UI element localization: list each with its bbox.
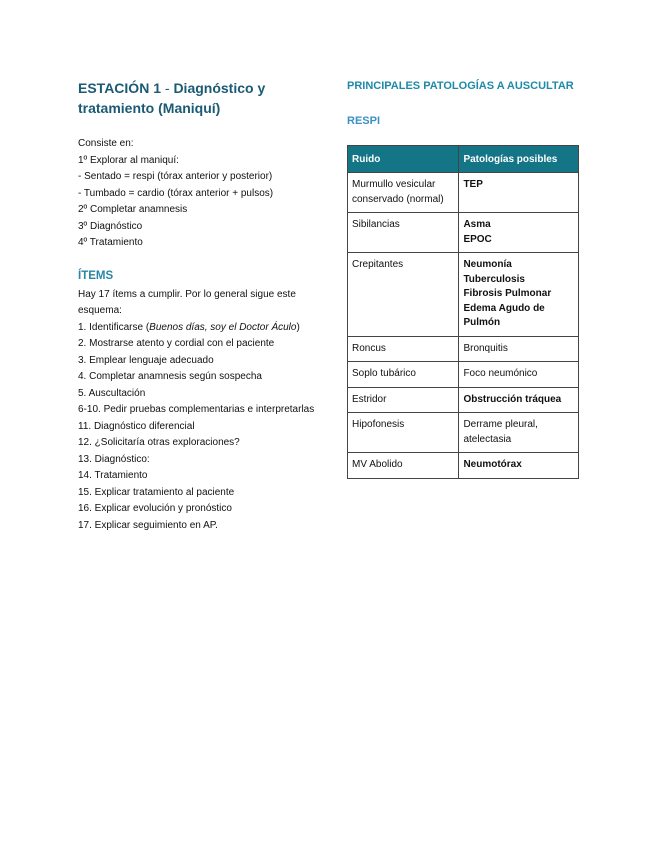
pathology-entry: Fibrosis Pulmonar <box>463 288 552 299</box>
item-1-suffix: ) <box>296 321 300 333</box>
patologias-cell <box>459 253 579 337</box>
ruido-cell: Roncus <box>348 336 459 362</box>
list-item: 17. Explicar seguimiento en AP. <box>78 519 218 531</box>
right-column <box>347 78 579 479</box>
pathology-entry: Tuberculosis <box>463 273 525 285</box>
intro-block <box>78 136 318 252</box>
intro-line: Consiste en: <box>78 138 134 149</box>
patologias-cell <box>459 336 579 362</box>
items-intro: Hay 17 ítems a cumplir. Por lo general sigue este esquema: <box>78 288 296 316</box>
respi-subtitle: RESPI <box>347 115 381 127</box>
intro-line: - Sentado = respi (tórax anterior y posterior) <box>78 171 273 182</box>
station-title-main: ESTACIÓN 1 <box>78 80 161 96</box>
table-row <box>348 253 579 337</box>
item-1-prefix: 1. Identificarse ( <box>78 321 150 333</box>
patologias-cell <box>459 387 579 413</box>
patologias-cell <box>459 173 579 213</box>
station-title-rest: Diagnóstico y tratamiento (Maniquí) <box>78 80 266 116</box>
table-row <box>348 213 579 253</box>
ruido-cell: Hipofonesis <box>348 413 459 453</box>
header-ruido: Ruido <box>348 146 459 173</box>
pathology-entry: Neumotórax <box>463 459 522 470</box>
intro-line: - Tumbado = cardio (tórax anterior + pulsos) <box>78 187 274 199</box>
list-item: 16. Explicar evolución y pronóstico <box>78 503 232 514</box>
ruido-cell: Estridor <box>348 387 459 413</box>
list-item: 3. Emplear lenguaje adecuado <box>78 354 214 366</box>
header-patologias: Patologías posibles <box>459 146 579 173</box>
patologias-cell <box>459 453 579 479</box>
table-row <box>348 362 579 388</box>
pathologies-table <box>347 145 579 479</box>
list-item: 15. Explicar tratamiento al paciente <box>78 486 235 498</box>
intro-line: 3º Diagnóstico <box>78 220 143 232</box>
pathologies-title: PRINCIPALES PATOLOGÍAS A AUSCULTAR <box>347 80 574 92</box>
station-title <box>78 78 318 118</box>
table-row <box>348 173 579 213</box>
ruido-cell: Soplo tubárico <box>348 362 459 388</box>
list-item: 2. Mostrarse atento y cordial con el paciente <box>78 338 275 349</box>
list-item: 5. Auscultación <box>78 387 146 399</box>
intro-line: 1º Explorar al maniquí: <box>78 154 179 166</box>
ruido-cell: MV Abolido <box>348 453 459 479</box>
table-header-row <box>348 146 579 173</box>
ruido-cell: Crepitantes <box>348 253 459 337</box>
list-item: 4. Completar anamnesis según sospecha <box>78 371 262 382</box>
patologias-cell <box>459 362 579 388</box>
table-row <box>348 453 579 479</box>
pathology-entry: Derrame pleural, atelectasia <box>463 419 538 445</box>
item-1-greeting: Buenos días, soy el Doctor Áculo <box>149 321 297 333</box>
table-row <box>348 336 579 362</box>
pathology-entry: Bronquitis <box>463 342 508 354</box>
patologias-cell <box>459 413 579 453</box>
pathology-entry: Neumonía <box>463 259 512 270</box>
ruido-cell: Sibilancias <box>348 213 459 253</box>
list-item: 12. ¿Solicitaría otras exploraciones? <box>78 437 240 448</box>
table-row <box>348 387 579 413</box>
table-row <box>348 413 579 453</box>
pathology-entry: Asma <box>463 219 491 230</box>
list-item: 6-10. Pedir pruebas complementarias e interpretarlas <box>78 404 315 415</box>
intro-line: 4º Tratamiento <box>78 237 143 248</box>
station-title-separator: - <box>160 80 174 96</box>
table-body <box>348 173 579 479</box>
left-column <box>78 78 318 534</box>
pathology-entry: TEP <box>463 179 483 190</box>
item-1 <box>78 320 318 337</box>
items-heading: ÍTEMS <box>78 269 114 282</box>
pathology-entry: EPOC <box>463 233 492 245</box>
pathology-entry: Obstrucción tráquea <box>463 393 562 405</box>
list-item: 13. Diagnóstico: <box>78 453 150 465</box>
pathology-entry: Foco neumónico <box>463 368 538 379</box>
patologias-cell <box>459 213 579 253</box>
ruido-cell: Murmullo vesicular conservado (normal) <box>348 173 459 213</box>
items-list <box>78 336 318 534</box>
list-item: 11. Diagnóstico diferencial <box>78 420 195 432</box>
list-item: 14. Tratamiento <box>78 470 148 481</box>
intro-line: 2º Completar anamnesis <box>78 204 188 215</box>
pathology-entry: Edema Agudo de Pulmón <box>463 302 545 328</box>
